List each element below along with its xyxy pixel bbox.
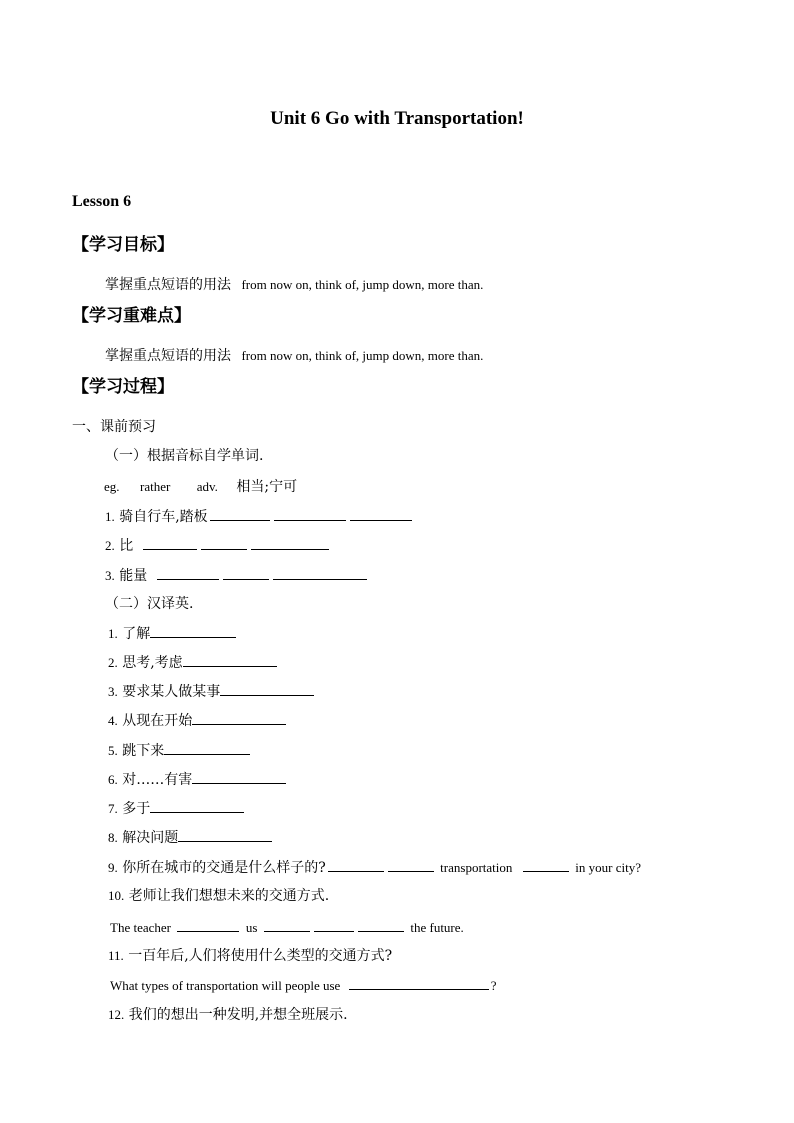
translate-num: 1. [108,626,118,641]
question-en: What types of transportation will people use [110,978,341,993]
translate-item [108,740,252,761]
answer-blank[interactable] [349,975,489,990]
answer-blank[interactable] [150,798,244,813]
answer-blank[interactable] [264,917,310,932]
question-cn: 老师让我们想想未来的交通方式. [128,888,330,904]
translate-cn: 多于 [122,801,151,817]
answer-blank[interactable] [274,506,346,521]
translate-num: 6. [108,772,118,787]
answer-blank[interactable] [210,506,270,521]
translate-item [108,798,246,819]
translate-cn: 跳下来 [122,743,165,759]
answer-blank[interactable] [328,857,384,872]
key-points-cn: 掌握重点短语的用法 [105,348,231,364]
question-9 [108,857,641,878]
example-word: rather [139,479,171,494]
translate-cn: 思考,考虑 [122,655,183,671]
example-row [104,477,297,497]
question-12 [108,1005,348,1025]
question-en: The teacher [110,920,171,935]
vocab-item [105,565,369,586]
translate-item [108,827,274,848]
question-num: 12. [108,1007,125,1022]
translate-num: 4. [108,713,118,728]
question-word: transportation [440,860,513,875]
section-one-label: 一、课前预习 [72,419,156,435]
question-11 [108,946,392,966]
vocab-item [105,506,414,527]
answer-blank[interactable] [164,740,250,755]
question-en: ? [490,978,497,993]
objectives-heading: 【学习目标】 [72,235,174,255]
translate-cn: 要求某人做某事 [122,684,221,700]
question-cn: 你所在城市的交通是什么样子的? [122,860,326,876]
translate-cn: 解决问题 [122,830,179,846]
answer-blank[interactable] [177,917,239,932]
translate-num: 2. [108,655,118,670]
question-cn: 一百年后,人们将使用什么类型的交通方式? [128,948,393,964]
objectives-cn: 掌握重点短语的用法 [105,277,231,293]
lesson-label: Lesson 6 [72,193,132,210]
question-num: 10. [108,888,125,903]
vocab-cn: 比 [119,538,134,554]
question-cn: 我们的想出一种发明,并想全班展示. [128,1007,348,1023]
answer-blank[interactable] [251,535,329,550]
question-11-english [110,975,497,996]
answer-blank[interactable] [273,565,367,580]
answer-blank[interactable] [358,917,404,932]
translate-item [108,623,238,644]
translate-num: 8. [108,830,118,845]
page-title: Unit 6 Go with Transportation! [270,108,524,129]
translate-cn: 了解 [122,626,151,642]
translate-num: 3. [108,684,118,699]
translate-item [108,769,288,790]
vocab-cn: 骑自行车,踏板 [119,509,208,525]
example-eg: eg. [104,479,120,494]
translate-item [108,681,316,702]
objectives-text [105,275,483,295]
process-heading: 【学习过程】 [72,377,174,397]
vocab-num: 3. [105,568,115,583]
question-en: us [245,920,258,935]
question-num: 9. [108,860,118,875]
answer-blank[interactable] [350,506,412,521]
answer-blank[interactable] [178,827,272,842]
question-en: the future. [410,920,464,935]
vocab-item [105,535,331,556]
vocab-num: 2. [105,538,115,553]
answer-blank[interactable] [157,565,219,580]
answer-blank[interactable] [388,857,434,872]
question-10-english [110,917,464,938]
translate-num: 7. [108,801,118,816]
translate-cn: 对……有害 [122,772,193,788]
translate-num: 5. [108,743,118,758]
example-pos: adv. [196,479,218,494]
part-two-label: （二）汉译英. [105,596,194,612]
answer-blank[interactable] [223,565,269,580]
answer-blank[interactable] [150,623,236,638]
answer-blank[interactable] [192,769,286,784]
answer-blank[interactable] [183,652,277,667]
example-meaning: 相当;宁可 [236,479,298,495]
answer-blank[interactable] [523,857,569,872]
answer-blank[interactable] [192,710,286,725]
translate-item [108,710,288,731]
translate-cn: 从现在开始 [122,713,193,729]
vocab-cn: 能量 [119,568,148,584]
question-num: 11. [108,948,124,963]
translate-item [108,652,279,673]
answer-blank[interactable] [143,535,197,550]
vocab-num: 1. [105,509,115,524]
key-points-en: from now on, think of, jump down, more than. [241,348,484,363]
objectives-en: from now on, think of, jump down, more than. [241,277,484,292]
question-tail: in your city? [575,860,642,875]
question-10 [108,886,329,906]
answer-blank[interactable] [220,681,314,696]
key-points-heading: 【学习重难点】 [72,306,191,326]
part-one-label: （一）根据音标自学单词. [105,448,264,464]
key-points-text [105,346,483,366]
answer-blank[interactable] [201,535,247,550]
answer-blank[interactable] [314,917,354,932]
